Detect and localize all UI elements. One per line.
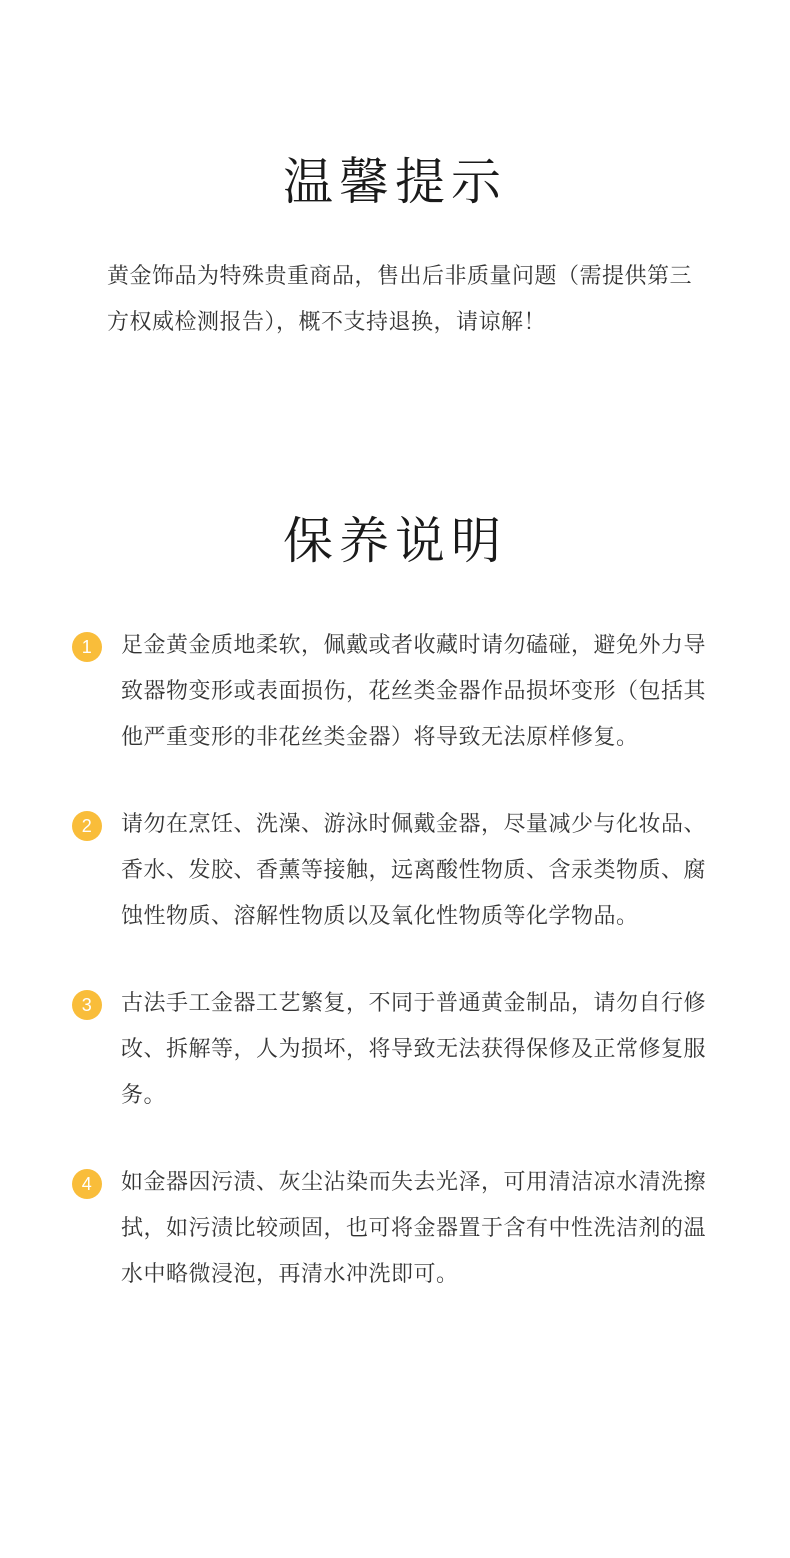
care-item-text-3: 古法手工金器工艺繁复，不同于普通黄金制品，请勿自行修改、拆解等，人为损坏，将导致无法获得保修及正常修复服务。 (121, 991, 707, 1108)
care-item-text-2: 请勿在烹饪、洗澡、游泳时佩戴金器，尽量减少与化妆品、香水、发胶、香薰等接触，远离酸性物质、含汞类物质、腐蚀性物质、溶解性物质以及氧化性物质等化学物品。 (121, 812, 707, 929)
care-item-3 (72, 981, 712, 1119)
care-item-2 (72, 802, 712, 940)
notice-title: 温馨提示 (283, 153, 507, 211)
care-list (72, 623, 712, 1298)
number-badge-3: 3 (72, 990, 102, 1020)
care-title: 保养说明 (283, 512, 507, 570)
care-item-text-4: 如金器因污渍、灰尘沾染而失去光泽，可用清洁凉水清洗擦拭，如污渍比较顽固，也可将金器置于含有中性洗洁剂的温水中略微浸泡，再清水冲洗即可。 (121, 1170, 707, 1287)
care-item-1 (72, 623, 712, 761)
care-item-text-1: 足金黄金质地柔软，佩戴或者收藏时请勿磕碰，避免外力导致器物变形或表面损伤，花丝类金器作品损坏变形（包括其他严重变形的非花丝类金器）将导致无法原样修复。 (121, 633, 707, 750)
number-badge-4: 4 (72, 1169, 102, 1199)
care-item-4 (72, 1160, 712, 1298)
notice-text: 黄金饰品为特殊贵重商品，售出后非质量问题（需提供第三方权威检测报告），概不支持退换，请谅解！ (107, 264, 693, 335)
number-badge-1: 1 (72, 632, 102, 662)
number-badge-2: 2 (72, 811, 102, 841)
